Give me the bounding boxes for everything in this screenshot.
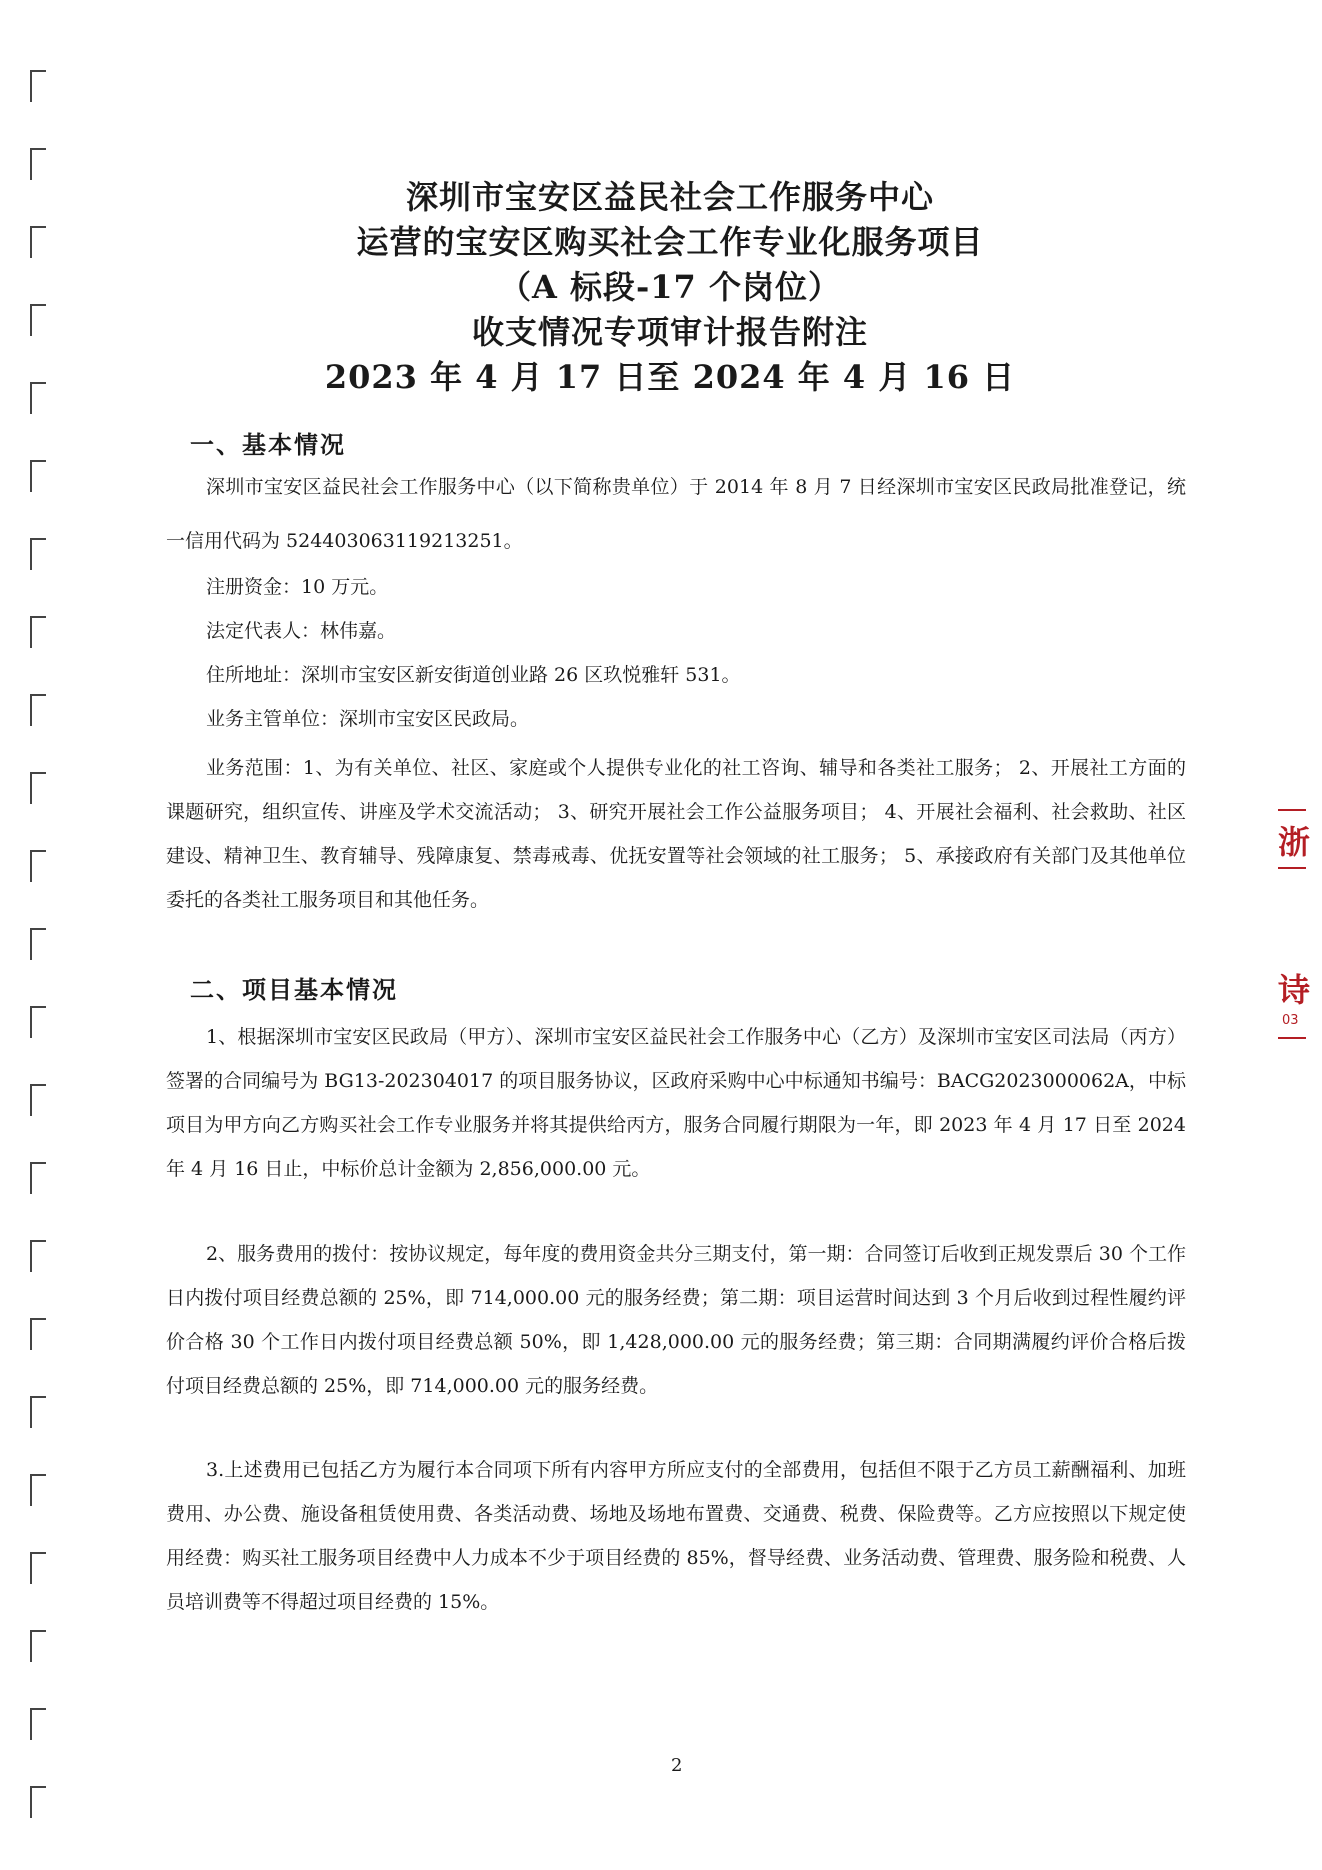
binding-mark (30, 1474, 46, 1506)
binding-mark (30, 226, 46, 258)
title-line-organization: 深圳市宝安区益民社会工作服务中心 (405, 178, 934, 216)
title-line-project: 运营的宝安区购买社会工作专业化服务项目 (356, 223, 984, 261)
binding-mark (30, 1084, 46, 1116)
binding-mark (30, 928, 46, 960)
binding-mark (30, 772, 46, 804)
binding-mark (30, 538, 46, 570)
binding-mark (30, 850, 46, 882)
section-heading-project-info: 二、项目基本情况 (190, 975, 398, 1004)
binding-mark (30, 1786, 46, 1818)
binding-mark (30, 1552, 46, 1584)
report-title (260, 175, 1080, 400)
seal-character: 诗 (1278, 971, 1311, 1009)
paragraph-project-agreement: 1、根据深圳市宝安区民政局（甲方）、深圳市宝安区益民社会工作服务中心（乙方）及深圳市宝安区司法局（丙方）签署的合同编号为 BG13-202304017 的项目服务协议，区政府采购中心中标通知书编号：BACG2023000062A，中标项目为甲方向乙方购买社会工作专业服务并将其提供给丙方，服务合同履行期限为一年，即 2023 年 4 月 17 日至 2024 年 4 月 16 日止，中标价总计金额为 2,856,000.00 元。 (166, 1026, 1186, 1180)
binding-margin-marks (30, 70, 60, 1830)
paragraph-intro: 深圳市宝安区益民社会工作服务中心（以下简称贵单位）于 2014 年 8 月 7 日经深圳市宝安区民政局批准登记，统一信用代码为 524403063119213251。 (166, 476, 1186, 552)
section-heading-basic-info: 一、基本情况 (190, 430, 346, 459)
binding-mark (30, 70, 46, 102)
binding-mark (30, 460, 46, 492)
paragraph-payment-schedule: 2、服务费用的拨付：按协议规定，每年度的费用资金共分三期支付，第一期：合同签订后收到正规发票后 30 个工作日内拨付项目经费总额的 25%，即 714,000.00 元的服务经费；第二期：项目运营时间达到 3 个月后收到过程性履约评价合格 30 个工作日内拨付项目经费总额 50%，即 1,428,000.00 元的服务经费；第三期：合同期满履约评价合格后拨付项目经费总额的 25%，即 714,000.00 元的服务经费。 (166, 1243, 1186, 1397)
binding-mark (30, 148, 46, 180)
registered-capital: 注册资金：10 万元。 (206, 576, 389, 598)
binding-mark (30, 1708, 46, 1740)
supervising-unit: 业务主管单位：深圳市宝安区民政局。 (206, 708, 530, 730)
binding-mark (30, 1396, 46, 1428)
binding-mark (30, 616, 46, 648)
seal-number: 03 (1282, 1013, 1299, 1028)
paragraph-fee-scope: 3.上述费用已包括乙方为履行本合同项下所有内容甲方所应支付的全部费用，包括但不限于乙方员工薪酬福利、加班费用、办公费、施设备租赁使用费、各类活动费、场地及场地布置费、交通费、税费、保险费等。乙方应按照以下规定使用经费：购买社工服务项目经费中人力成本不少于项目经费的 85%，督导经费、业务活动费、管理费、服务险和税费、人员培训费等不得超过项目经费的 15%。 (166, 1459, 1186, 1613)
seal-border (1278, 809, 1306, 811)
binding-mark (30, 1630, 46, 1662)
seal-stamp-partial (1278, 805, 1312, 1055)
binding-mark (30, 1162, 46, 1194)
page-number: 2 (671, 1755, 683, 1776)
title-line-report-name: 收支情况专项审计报告附注 (471, 313, 868, 351)
binding-mark (30, 1006, 46, 1038)
address: 住所地址：深圳市宝安区新安街道创业路 26 区玖悦雅轩 531。 (206, 664, 741, 686)
binding-mark (30, 382, 46, 414)
seal-border (1278, 867, 1306, 869)
paragraph-business-scope: 业务范围：1、为有关单位、社区、家庭或个人提供专业化的社工咨询、辅导和各类社工服务； 2、开展社工方面的课题研究，组织宣传、讲座及学术交流活动； 3、研究开展社会工作公益服务项目； 4、开展社会福利、社会救助、社区建设、精神卫生、教育辅导、残障康复、禁毒戒毒、优抚安置等社会领域的社工服务； 5、承接政府有关部门及其他单位委托的各类社工服务项目和其他任务。 (166, 757, 1186, 911)
legal-representative: 法定代表人：林伟嘉。 (206, 620, 397, 642)
title-line-section: （A 标段-17 个岗位） (499, 268, 841, 306)
binding-mark (30, 1240, 46, 1272)
binding-mark (30, 1318, 46, 1350)
binding-mark (30, 304, 46, 336)
seal-character: 浙 (1278, 823, 1311, 861)
seal-border (1278, 1037, 1306, 1039)
binding-mark (30, 694, 46, 726)
title-line-period: 2023 年 4 月 17 日至 2024 年 4 月 16 日 (324, 358, 1016, 396)
